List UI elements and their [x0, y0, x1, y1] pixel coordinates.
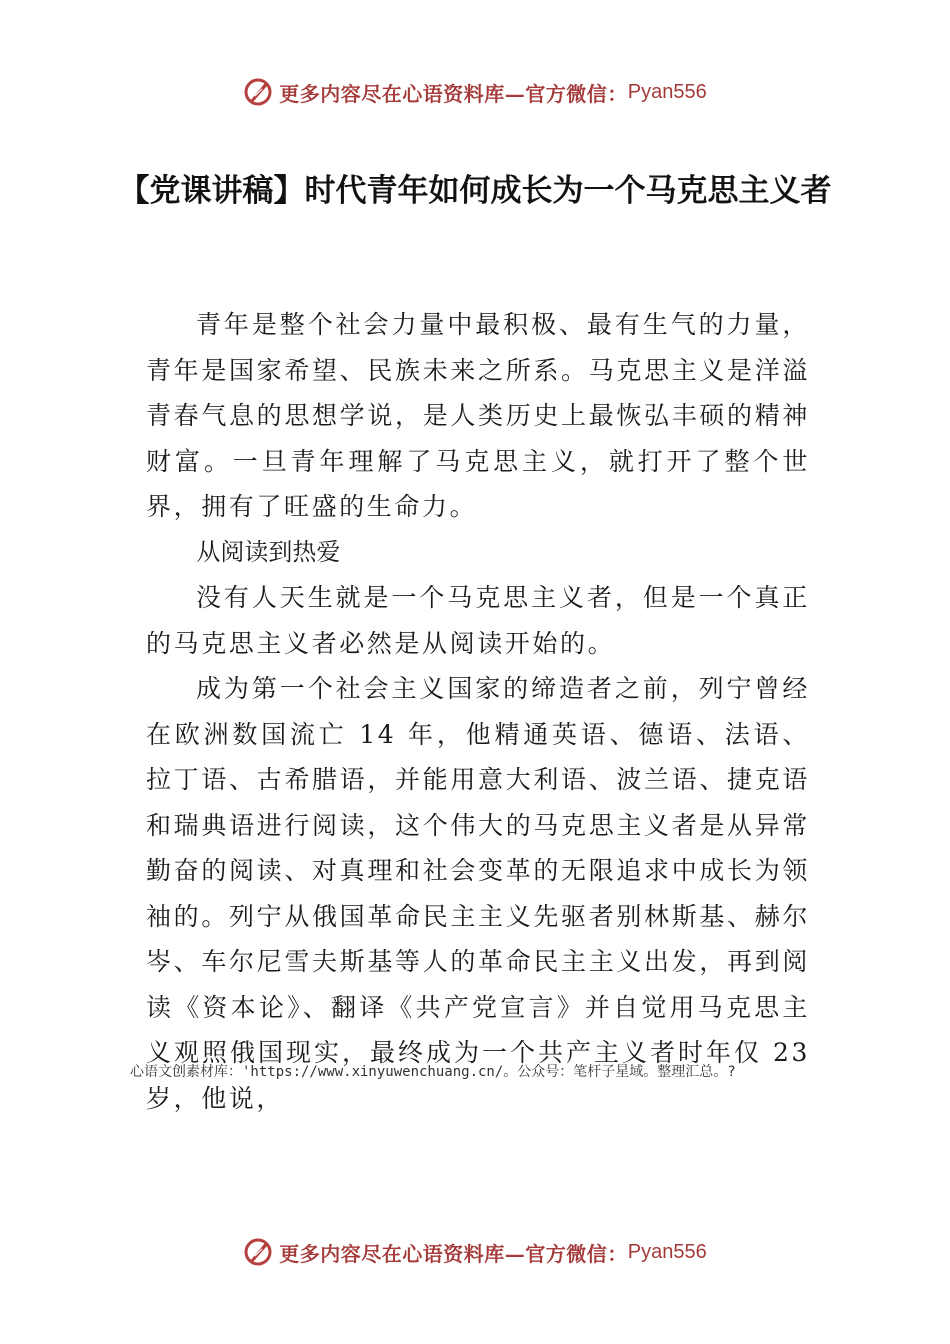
- banner-text: 更多内容尽在心语资料库—官方微信：: [279, 1241, 628, 1266]
- source-note: 心语文创素材库：'https://www.xinyuwenchuang.cn/。公众号：笔杆子星域。整理汇总。?: [130, 1064, 736, 1080]
- document-body: [146, 302, 810, 1121]
- paragraph-lenin: 成为第一个社会主义国家的缔造者之前，列宁曾经在欧洲数国流亡 14 年，他精通英语、德语、法语、拉丁语、古希腊语，并能用意大利语、波兰语、捷克语和瑞典语进行阅读，这个伟大的马克思主义者是从异常勤奋的阅读、对真理和社会变革的无限追求中成长为领袖的。列宁从俄国革命民主主义先驱者别林斯基、赫尔岑、车尔尼雪夫斯基等人的革命民主主义出发，再到阅读《资本论》、翻译《共产党宣言》并自觉用马克思主义观照俄国现实，最终成为一个共产主义者时年仅 23 岁，他说，: [146, 674, 810, 1113]
- footer-banner: [0, 1232, 950, 1272]
- document-title: 【党课讲稿】时代青年如何成长为一个马克思主义者: [118, 173, 832, 209]
- paragraph-intro: 青年是整个社会力量中最积极、最有生气的力量，青年是国家希望、民族未来之所系。马克思主义是洋溢青春气息的思想学说，是人类历史上最恢弘丰硕的精神财富。一旦青年理解了马克思主义，就打开了整个世界，拥有了旺盛的生命力。: [146, 310, 810, 521]
- section-heading: 从阅读到热爱: [196, 537, 341, 566]
- header-banner: [0, 72, 950, 112]
- banner-text: 更多内容尽在心语资料库—官方微信：: [279, 81, 628, 106]
- paragraph-reading: 没有人天生就是一个马克思主义者，但是一个真正的马克思主义者必然是从阅读开始的。: [146, 583, 810, 658]
- wechat-id: Pyan556: [627, 1240, 707, 1263]
- wechat-id: Pyan556: [627, 80, 707, 103]
- quill-logo-icon: [243, 77, 273, 107]
- quill-logo-icon: [243, 1237, 273, 1267]
